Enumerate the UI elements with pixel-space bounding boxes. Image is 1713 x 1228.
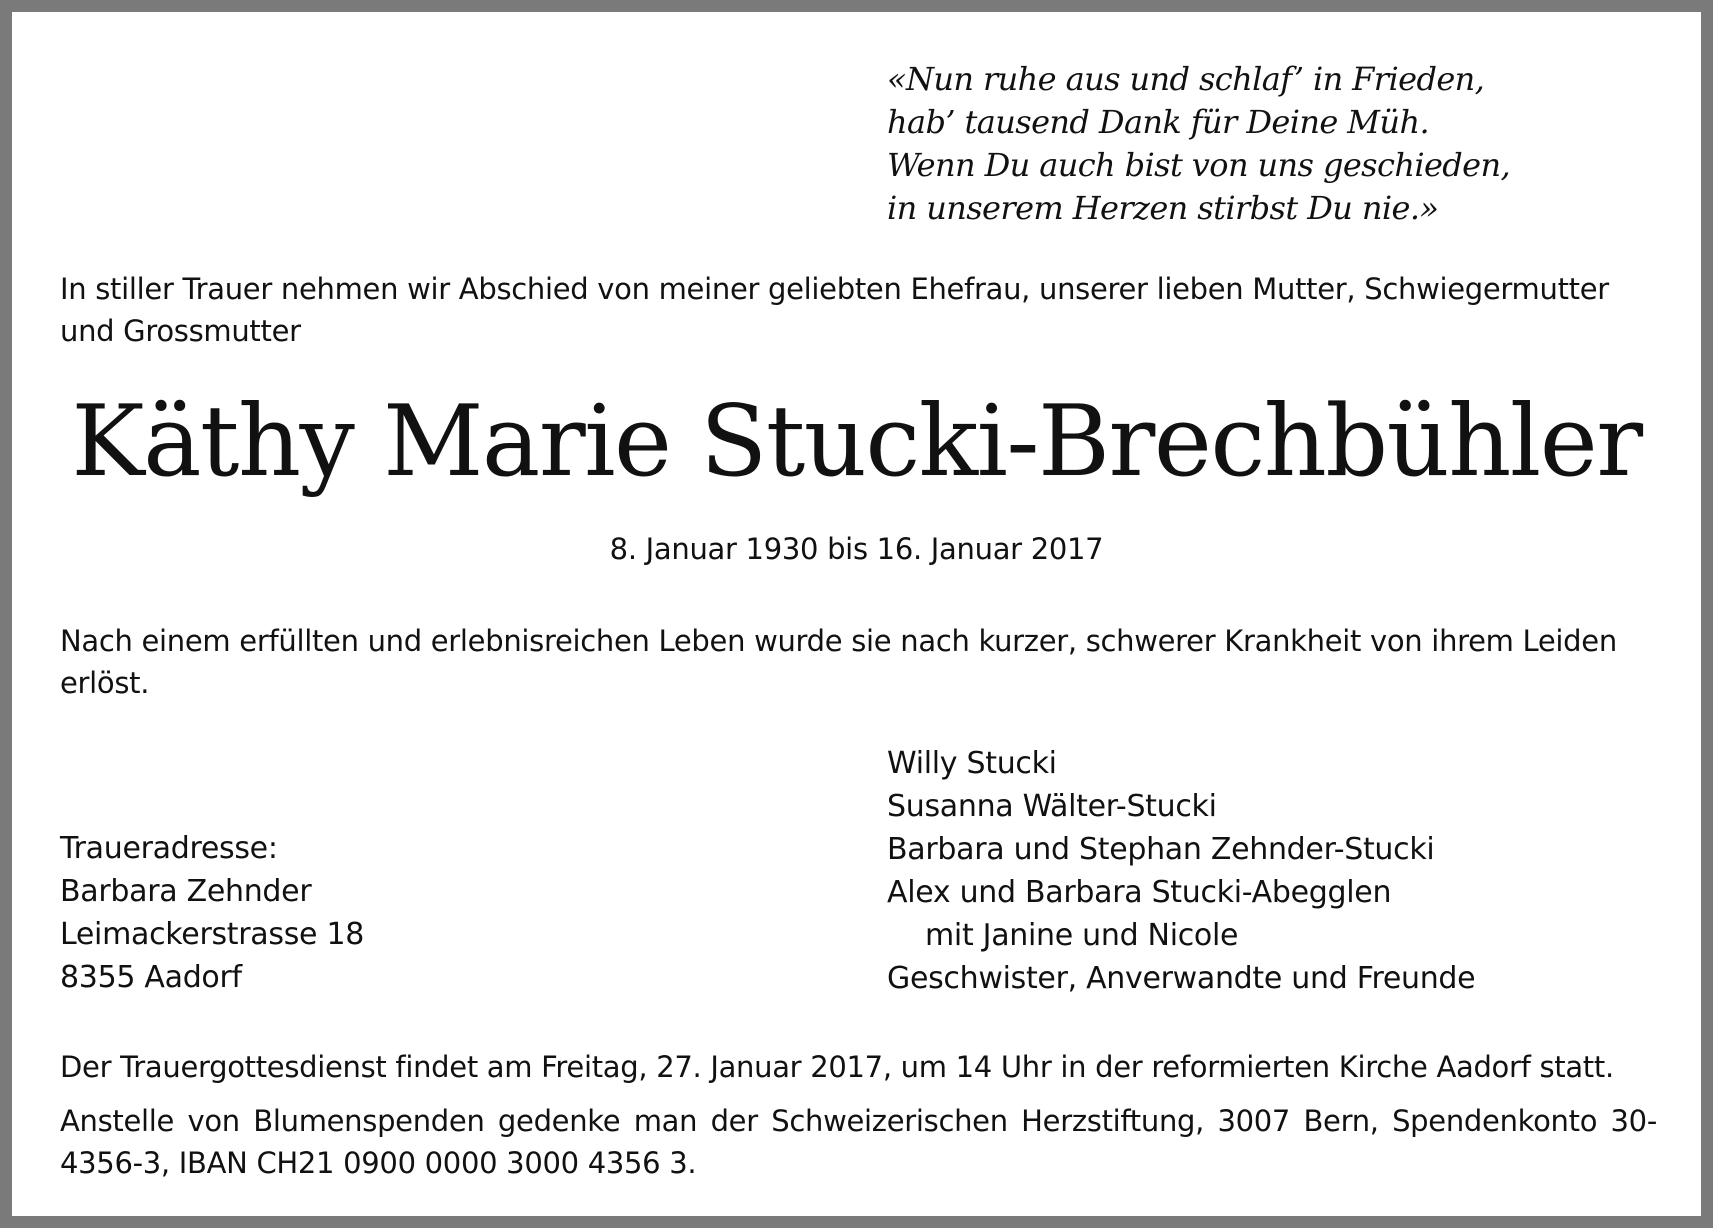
address-street: Leimackerstrasse 18: [60, 917, 365, 952]
family-member: mit Janine und Nicole: [925, 918, 1239, 953]
poem-line: hab’ tausend Dank für Deine Müh.: [887, 103, 1430, 141]
donation-info: Anstelle von Blumenspenden gedenke man der Schweizerischen Herzstiftung, 3007 Bern, Spendenkonto 30-4356-3, IBAN CH21 0900 0000 3000 4356 3.: [60, 1104, 1657, 1180]
address-name: Barbara Zehnder: [60, 874, 312, 909]
address-label: Traueradresse:: [60, 831, 278, 866]
family-list: [887, 742, 1475, 1000]
deceased-name: Käthy Marie Stucki-Brechbühler: [71, 385, 1642, 499]
mourning-address: [60, 827, 364, 999]
poem-line: Wenn Du auch bist von uns geschieden,: [887, 146, 1511, 184]
body-text: Nach einem erfüllten und erlebnisreichen Leben wurde sie nach kurzer, schwerer Krankheit von ihrem Leiden erlöst.: [60, 624, 1617, 700]
poem-line: «Nun ruhe aus und schlaf’ in Frieden,: [887, 60, 1485, 98]
family-member: Alex und Barbara Stucki-Abegglen: [887, 875, 1392, 910]
family-member: Susanna Wälter-Stucki: [887, 789, 1217, 824]
family-member: Barbara und Stephan Zehnder-Stucki: [887, 832, 1435, 867]
poem-line: in unserem Herzen stirbst Du nie.»: [887, 189, 1439, 227]
family-member: Geschwister, Anverwandte und Freunde: [887, 961, 1476, 996]
poem: [887, 58, 1510, 230]
service-info: Der Trauergottesdienst findet am Freitag, 27. Januar 2017, um 14 Uhr in der reformierten Kirche Aadorf statt.: [60, 1050, 1614, 1084]
family-member: Willy Stucki: [887, 746, 1057, 781]
intro-text: In stiller Trauer nehmen wir Abschied von meiner geliebten Ehefrau, unserer lieben Mutter, Schwiegermutter und Grossmutter: [60, 272, 1609, 348]
address-city: 8355 Aadorf: [60, 960, 242, 995]
obituary-notice: [12, 12, 1701, 1216]
life-dates: 8. Januar 1930 bis 16. Januar 2017: [609, 532, 1104, 566]
